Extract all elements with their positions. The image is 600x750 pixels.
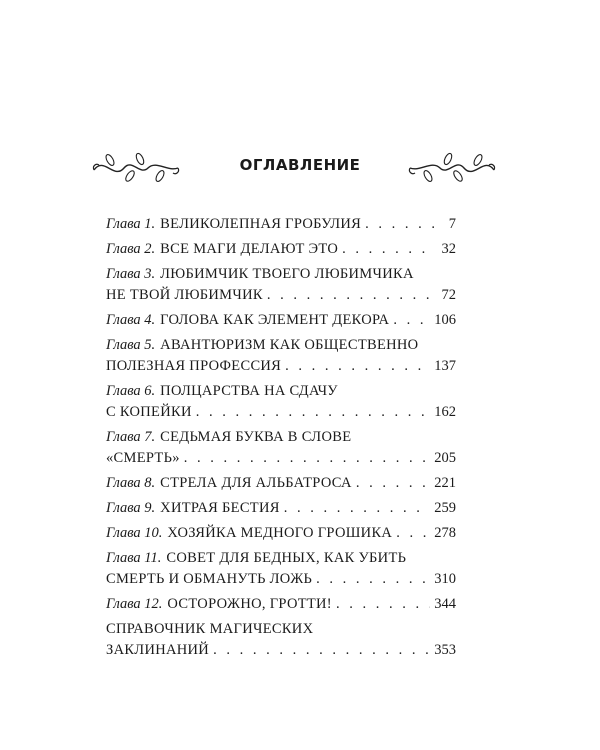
- page-number: 205: [434, 450, 456, 466]
- chapter-title-continued: ПОЛЕЗНАЯ ПРОФЕССИЯ: [106, 358, 282, 374]
- page-number: 137: [434, 358, 456, 374]
- chapter-title-continued: С КОПЕЙКИ: [106, 404, 192, 420]
- chapter-label: Глава 4.: [106, 312, 156, 328]
- page-number: 72: [441, 287, 456, 303]
- toc-entry-chapter-11[interactable]: [106, 548, 456, 590]
- page-number: 259: [434, 500, 456, 516]
- dot-leader: [356, 473, 430, 494]
- chapter-title-continued: ЗАКЛИНАНИЙ: [106, 642, 210, 658]
- chapter-title: АВАНТЮРИЗМ КАК ОБЩЕСТВЕННО: [160, 337, 419, 353]
- toc-entry-chapter-6[interactable]: [106, 381, 456, 423]
- chapter-title-continued: СМЕРТЬ И ОБМАНУТЬ ЛОЖЬ: [106, 571, 313, 587]
- chapter-title: СОВЕТ ДЛЯ БЕДНЫХ, КАК УБИТЬ: [166, 550, 407, 566]
- toc-title: ОГЛАВЛЕНИЕ: [239, 156, 361, 174]
- chapter-title: СТРЕЛА ДЛЯ АЛЬБАТРОСА: [160, 475, 352, 491]
- chapter-title: ВЕЛИКОЛЕПНАЯ ГРОБУЛИЯ: [160, 216, 362, 232]
- page-number: 221: [434, 475, 456, 491]
- dot-leader: [342, 239, 434, 260]
- toc-entry-chapter-2[interactable]: [106, 239, 456, 260]
- chapter-label: Глава 2.: [106, 241, 156, 257]
- dot-leader: [365, 214, 434, 235]
- dot-leader: [396, 523, 430, 544]
- toc-entry-chapter-8[interactable]: [106, 473, 456, 494]
- chapter-label: Глава 12.: [106, 596, 163, 612]
- dot-leader: [285, 356, 430, 377]
- chapter-label: Глава 3.: [106, 266, 156, 282]
- chapter-label: Глава 9.: [106, 500, 156, 516]
- page-number: 278: [434, 525, 456, 541]
- chapter-title: СПРАВОЧНИК МАГИЧЕСКИХ: [106, 621, 314, 637]
- toc-header: [0, 150, 600, 186]
- chapter-title: ЛЮБИМЧИК ТВОЕГО ЛЮБИМЧИКА: [160, 266, 414, 282]
- chapter-label: Глава 10.: [106, 525, 163, 541]
- right-vine-ornament-icon: [406, 150, 498, 186]
- chapter-title: ОСТОРОЖНО, ГРОТТИ!: [167, 596, 332, 612]
- chapter-title-continued: НЕ ТВОЙ ЛЮБИМЧИК: [106, 287, 263, 303]
- dot-leader: [213, 640, 430, 661]
- toc-entry-spell-reference[interactable]: [106, 619, 456, 661]
- dot-leader: [284, 498, 431, 519]
- chapter-title: ВСЕ МАГИ ДЕЛАЮТ ЭТО: [160, 241, 339, 257]
- page-number: 106: [434, 312, 456, 328]
- toc-entry-chapter-7[interactable]: [106, 427, 456, 469]
- chapter-label: Глава 8.: [106, 475, 156, 491]
- page-number: 344: [434, 596, 456, 612]
- toc-entry-chapter-9[interactable]: [106, 498, 456, 519]
- chapter-title: ХОЗЯЙКА МЕДНОГО ГРОШИКА: [167, 525, 393, 541]
- dot-leader: [316, 569, 430, 590]
- chapter-label: Глава 11.: [106, 550, 162, 566]
- dot-leader: [267, 285, 434, 306]
- toc-entry-chapter-4[interactable]: [106, 310, 456, 331]
- page-number: 32: [441, 241, 456, 257]
- dot-leader: [184, 448, 431, 469]
- chapter-label: Глава 7.: [106, 429, 156, 445]
- toc-entry-chapter-1[interactable]: [106, 214, 456, 235]
- dot-leader: [393, 310, 430, 331]
- page-number: 7: [448, 216, 456, 232]
- chapter-label: Глава 1.: [106, 216, 156, 232]
- chapter-title-continued: «СМЕРТЬ»: [106, 450, 180, 466]
- toc-entry-chapter-5[interactable]: [106, 335, 456, 377]
- chapter-title: ПОЛЦАРСТВА НА СДАЧУ: [160, 383, 338, 399]
- chapter-label: Глава 5.: [106, 337, 156, 353]
- page-number: 162: [434, 404, 456, 420]
- dot-leader: [196, 402, 431, 423]
- chapter-title: СЕДЬМАЯ БУКВА В СЛОВЕ: [160, 429, 352, 445]
- toc-entry-chapter-12[interactable]: [106, 594, 456, 615]
- chapter-title: ХИТРАЯ БЕСТИЯ: [160, 500, 280, 516]
- toc-entry-chapter-3[interactable]: [106, 264, 456, 306]
- toc-entry-chapter-10[interactable]: [106, 523, 456, 544]
- dot-leader: [336, 594, 430, 615]
- table-of-contents: [106, 214, 456, 661]
- page-number: 353: [434, 642, 456, 658]
- chapter-title: ГОЛОВА КАК ЭЛЕМЕНТ ДЕКОРА: [160, 312, 390, 328]
- page-number: 310: [434, 571, 456, 587]
- chapter-label: Глава 6.: [106, 383, 156, 399]
